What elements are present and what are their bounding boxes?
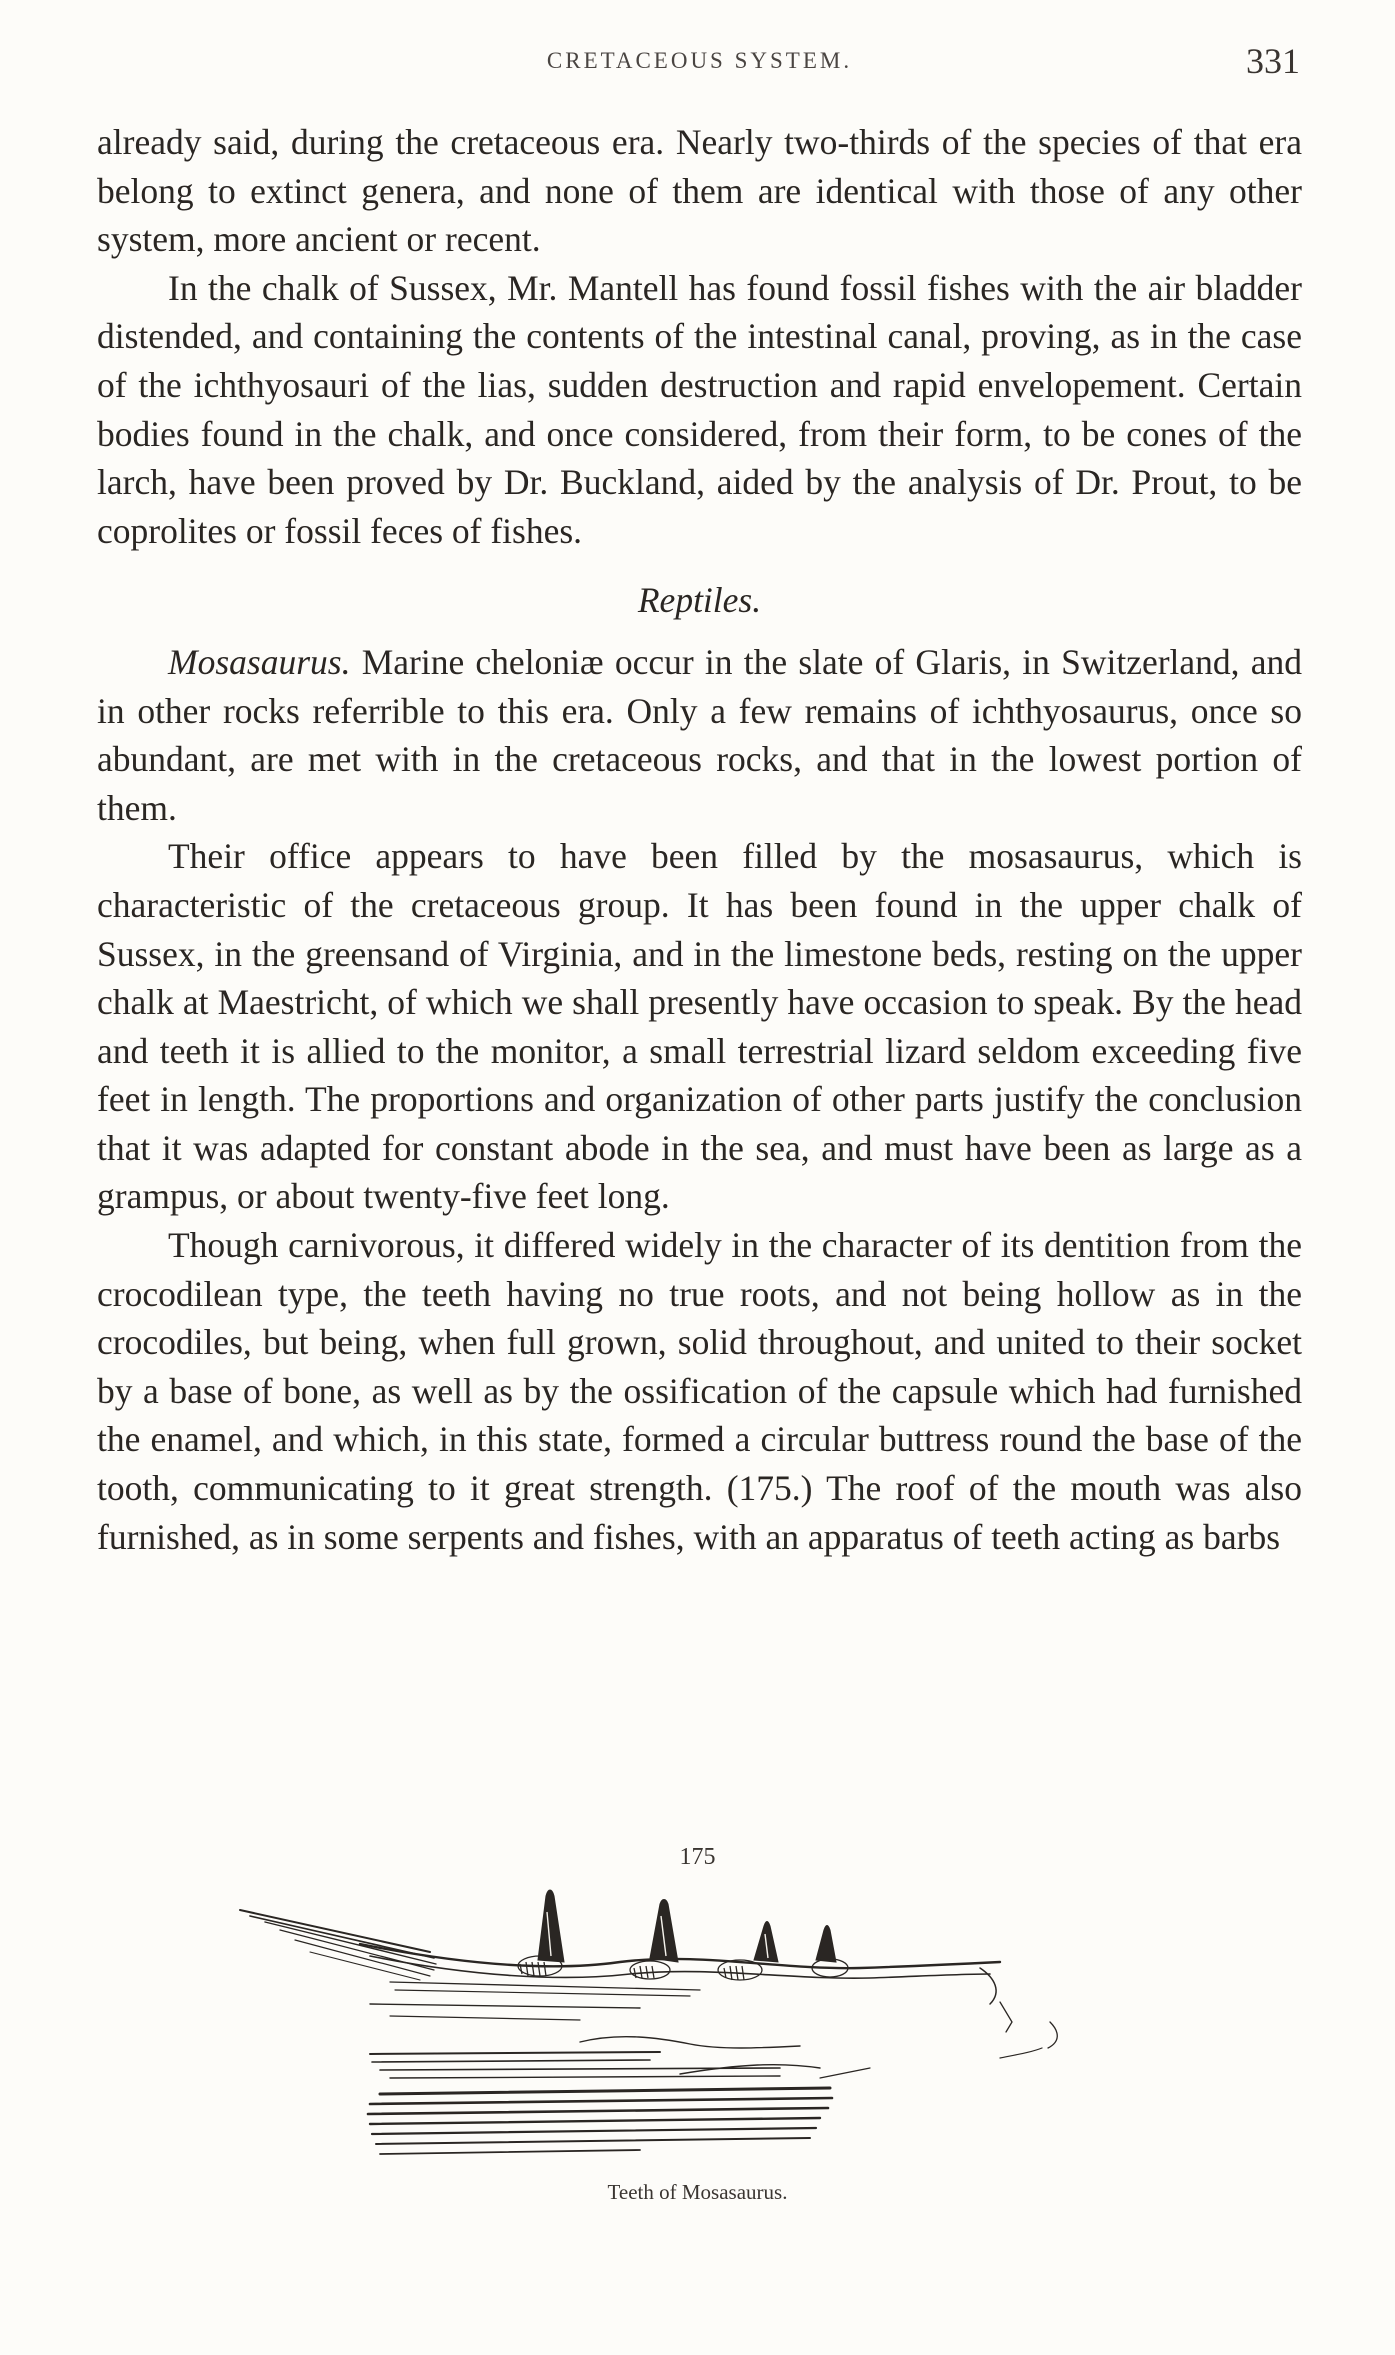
section-heading-reptiles: Reptiles. xyxy=(637,580,762,621)
paragraph-though-carnivorous: Though carnivorous, it differed widely in the character of its dentition from the crocodilean type, the teeth having no true roots, and not being hollow as in the crocodiles, but being, when full grown, solid throughout, and united to their socket by a base of bone, as well as by the ossification of the capsule which had furnished the enamel, and which, in this state, formed a circular buttress round the base of the tooth, communicating to it great strength. (175.) The roof of the mouth was also furnished, as in some serpents and fishes, with an apparatus of teeth acting as barbs xyxy=(97,1225,1302,1557)
figure-number: 175 xyxy=(679,1844,716,1870)
paragraph-their-office: Their office appears to have been filled by the mosasaurus, which is characteristic of the cretaceous group. It has been found in the upper chalk of Sussex, in the greensand of Virginia, and in the limestone beds, resting on the upper chalk at Maestricht, of which we shall presently have occasion to speak. By the head and teeth it is allied to the monitor, a small terrestrial lizard seldom exceeding five feet in length. The proportions and organization of other parts justify the conclusion that it was adapted for constant abode in the sea, and must have been as large as a grampus, or about twenty-five feet long. xyxy=(97,836,1302,1217)
running-title: CRETACEOUS SYSTEM. xyxy=(546,48,853,73)
paragraph-mosasaurus-text: Marine cheloniæ occur in the slate of Glaris, in Switzerland, and in other rocks referrible to this era. Only a few remains of ichthyosaurus, once so abundant, are met with in the cretaceous rocks, and that in the lowest portion of them. xyxy=(97,641,1302,828)
paragraph-continued: already said, during the cretaceous era. Nearly two-thirds of the species of that era belong to extinct genera, and none of them are identical with those of any other system, more ancient or recent. xyxy=(97,122,1302,260)
page-number: 331 xyxy=(1246,41,1300,81)
figure-175 xyxy=(0,1832,1395,2212)
running-head xyxy=(97,40,1302,80)
paragraph-chalk-of-sussex: In the chalk of Sussex, Mr. Mantell has found fossil fishes with the air bladder distended, and containing the contents of the intestinal canal, proving, as in the case of the ichthyosauri of the lias, sudden destruction and rapid envelopement. Certain bodies found in the chalk, and once considered, from their form, to be cones of the larch, have been proved by Dr. Buckland, aided by the analysis of Dr. Prout, to be coprolites or fossil feces of fishes. xyxy=(97,267,1302,551)
mosasaurus-jaw-engraving xyxy=(220,1882,1080,2172)
run-in-heading-mosasaurus: Mosasaurus. xyxy=(168,641,351,682)
figure-caption: Teeth of Mosasaurus. xyxy=(607,2180,788,2204)
paragraph-mosasaurus xyxy=(97,638,1302,832)
body-text xyxy=(97,118,1302,1561)
